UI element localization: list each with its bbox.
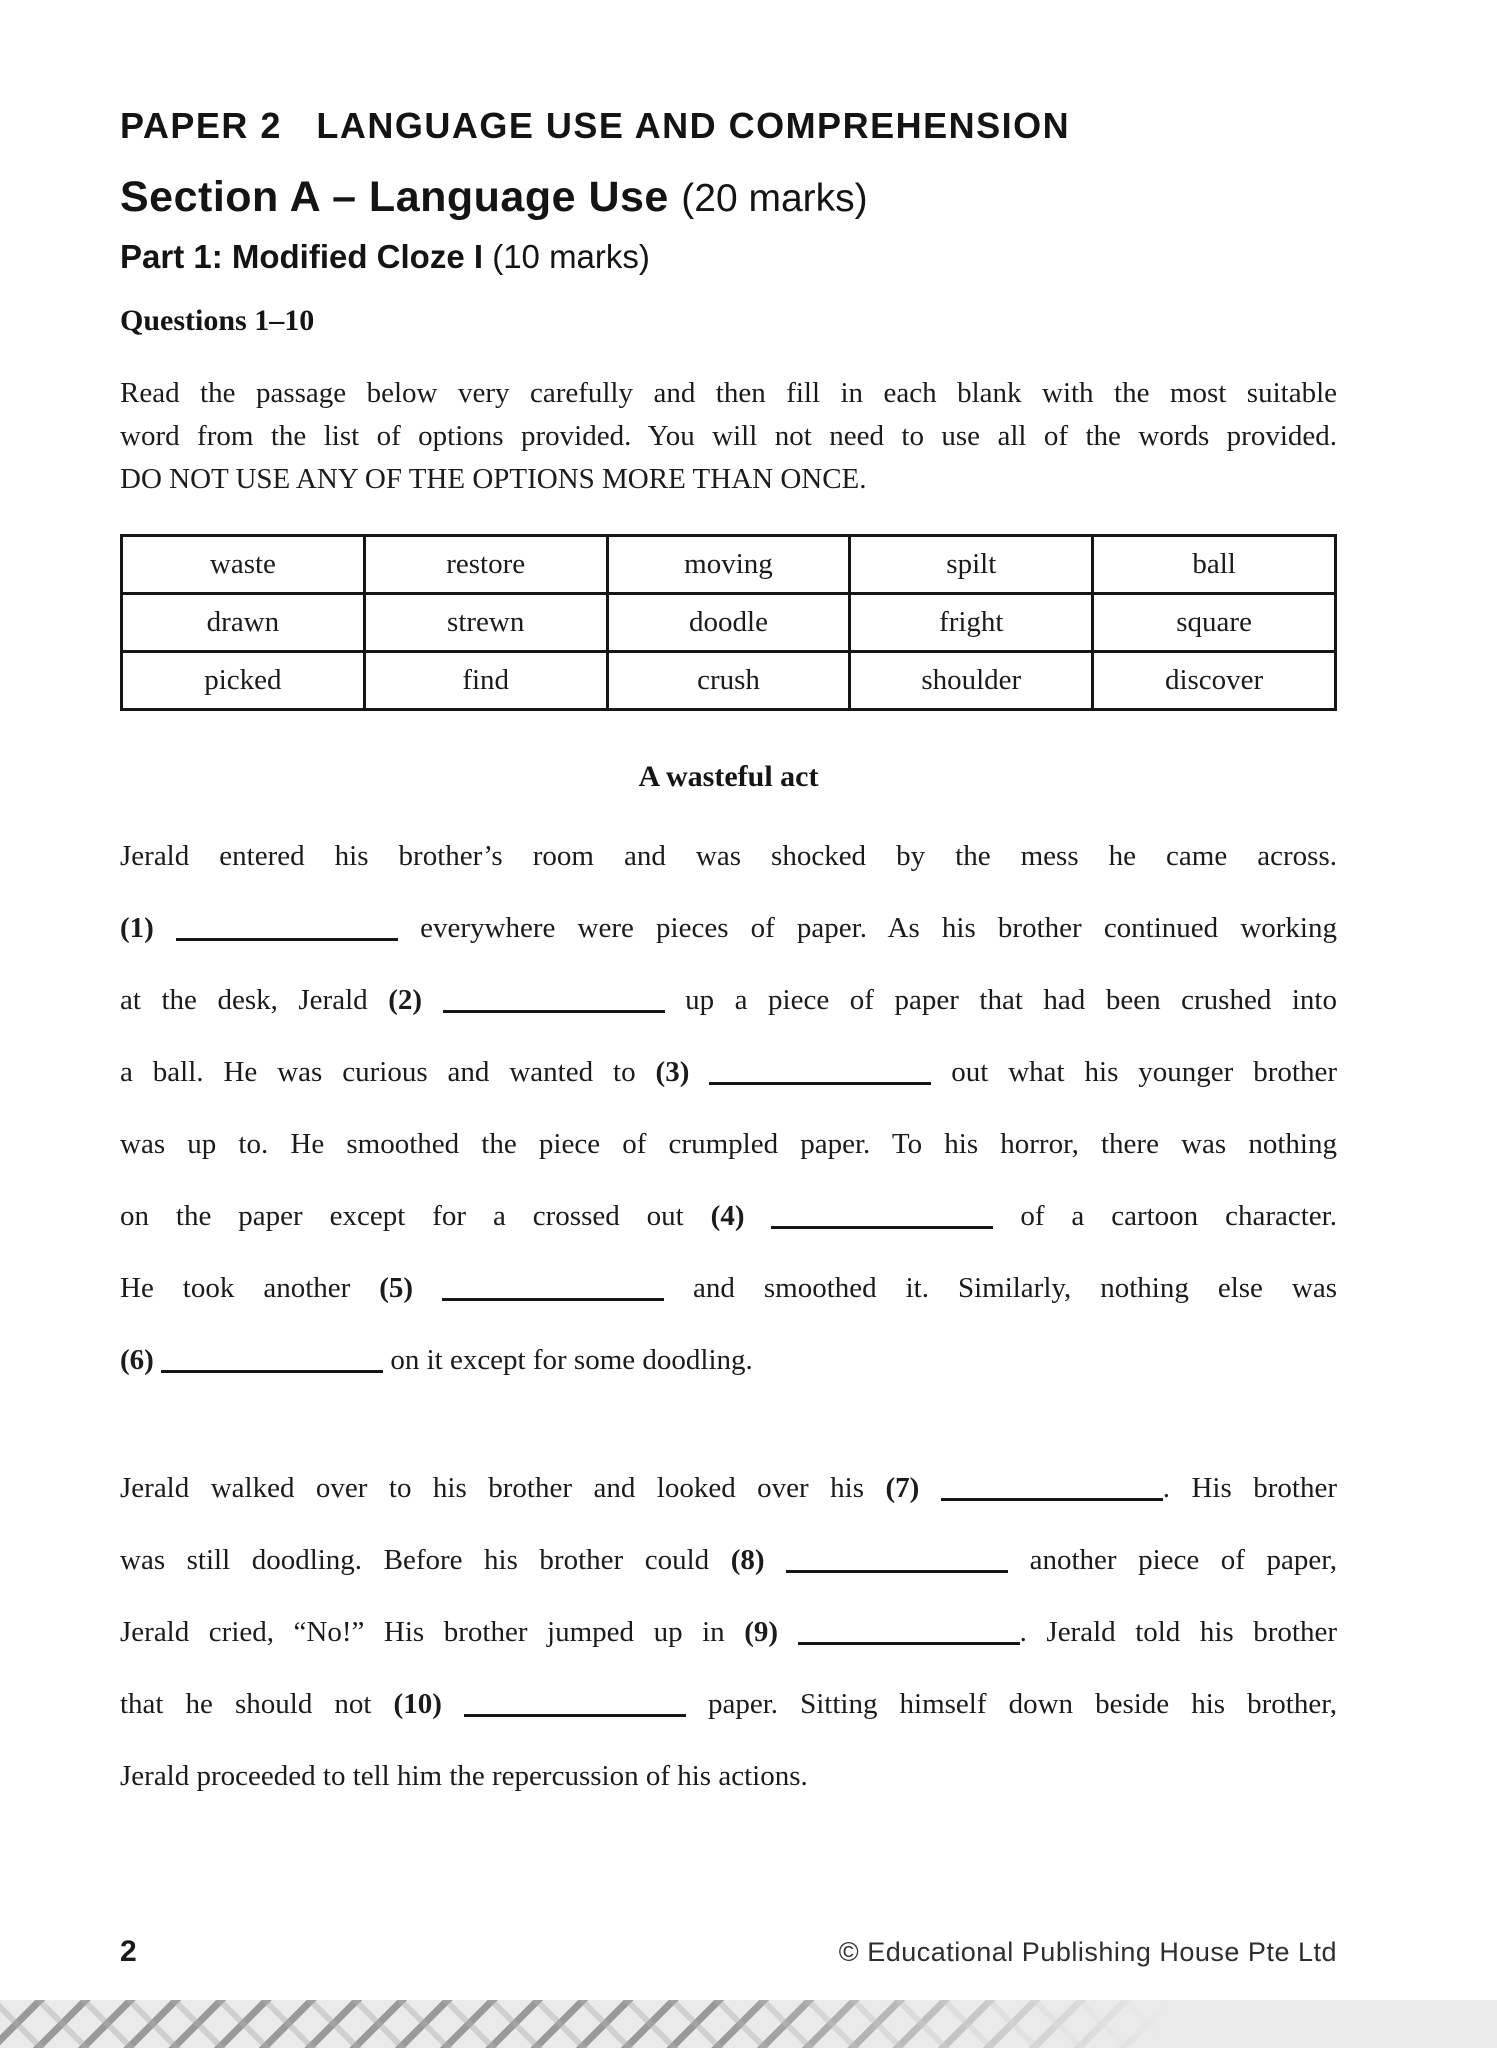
passage-paragraph <box>120 1452 1337 1812</box>
word-bank-body <box>122 536 1336 710</box>
answer-blank <box>771 1226 993 1229</box>
answer-blank <box>161 1370 383 1373</box>
footer-page-number: 2 <box>120 1935 137 1968</box>
passage-line: Jerald cried, “No!” His brother jumped up in (9) . Jerald told his brother <box>120 1616 1337 1648</box>
question-number: (10) <box>393 1688 464 1720</box>
word-cell: fright <box>850 594 1093 652</box>
answer-blank <box>464 1714 686 1717</box>
section-marks: (20 marks) <box>681 177 868 220</box>
answer-blank <box>443 1010 665 1013</box>
instruction-line: DO NOT USE ANY OF THE OPTIONS MORE THAN ONCE. <box>120 463 867 495</box>
instructions-paragraph <box>120 372 1337 501</box>
word-cell: shoulder <box>850 652 1093 710</box>
part-heading-bold: Part 1: Modified Cloze I <box>120 238 493 275</box>
answer-blank <box>798 1642 1020 1645</box>
word-bank-row <box>122 536 1336 594</box>
section-heading <box>120 171 1337 225</box>
word-cell: crush <box>607 652 850 710</box>
word-cell: doodle <box>607 594 850 652</box>
passage-line: was still doodling. Before his brother could (8) another piece of paper, <box>120 1544 1337 1576</box>
word-cell: picked <box>122 652 365 710</box>
passage-paragraph <box>120 820 1337 1396</box>
passage-line: He took another (5) and smoothed it. Similarly, nothing else was <box>120 1272 1337 1304</box>
word-cell: discover <box>1093 652 1336 710</box>
answer-blank <box>176 938 398 941</box>
page-footer <box>120 1936 1337 1972</box>
passage-line: that he should not (10) paper. Sitting himself down beside his brother, <box>120 1688 1337 1720</box>
word-bank-row <box>122 594 1336 652</box>
decorative-stripe-band <box>0 2000 1497 2048</box>
word-cell: ball <box>1093 536 1336 594</box>
word-cell: spilt <box>850 536 1093 594</box>
question-number: (5) <box>379 1272 443 1304</box>
passage-line: Jerald proceeded to tell him the repercussion of his actions. <box>120 1760 808 1792</box>
section-heading-bold: Section A – Language Use <box>120 173 682 221</box>
word-cell: square <box>1093 594 1336 652</box>
word-cell: strewn <box>364 594 607 652</box>
passage-line: (6) on it except for some doodling. <box>120 1344 753 1376</box>
question-number: (6) <box>120 1344 162 1376</box>
answer-blank <box>786 1570 1008 1573</box>
passage-line: on the paper except for a crossed out (4) of a cartoon character. <box>120 1200 1337 1232</box>
question-number: (4) <box>710 1200 772 1232</box>
question-number: (2) <box>388 984 443 1016</box>
answer-blank <box>941 1498 1163 1501</box>
word-cell: waste <box>122 536 365 594</box>
paper-title: PAPER 2 LANGUAGE USE AND COMPREHENSION <box>120 105 1071 146</box>
word-bank-table <box>120 534 1337 711</box>
passage-line: at the desk, Jerald (2) up a piece of paper that had been crushed into <box>120 984 1337 1016</box>
passage-line: (1) everywhere were pieces of paper. As his brother continued working <box>120 912 1337 944</box>
question-number: (1) <box>120 912 176 944</box>
word-cell: drawn <box>122 594 365 652</box>
passage-body <box>120 820 1337 1812</box>
answer-blank <box>709 1082 931 1085</box>
instruction-line: Read the passage below very carefully and then fill in each blank with the most suitable <box>120 377 1337 409</box>
question-number: (8) <box>730 1544 787 1576</box>
question-number: (3) <box>655 1056 710 1088</box>
passage-title: A wasteful act <box>638 760 819 793</box>
part-marks: (10 marks) <box>492 238 650 275</box>
word-cell: find <box>364 652 607 710</box>
passage-line: Jerald walked over to his brother and looked over his (7) . His brother <box>120 1472 1337 1504</box>
passage-line: Jerald entered his brother’s room and was shocked by the mess he came across. <box>120 840 1337 872</box>
questions-range-heading: Questions 1–10 <box>120 304 315 337</box>
answer-blank <box>442 1298 664 1301</box>
page-content <box>120 0 1337 1812</box>
word-cell: restore <box>364 536 607 594</box>
word-bank-row <box>122 652 1336 710</box>
passage-line: was up to. He smoothed the piece of crumpled paper. To his horror, there was nothing <box>120 1128 1337 1160</box>
instruction-line: word from the list of options provided. You will not need to use all of the words provided. <box>120 420 1337 452</box>
passage-line: a ball. He was curious and wanted to (3) out what his younger brother <box>120 1056 1337 1088</box>
word-cell: moving <box>607 536 850 594</box>
question-number: (9) <box>744 1616 798 1648</box>
question-number: (7) <box>885 1472 941 1504</box>
part-heading <box>120 237 1337 277</box>
footer-copyright: © Educational Publishing House Pte Ltd <box>838 1937 1337 1967</box>
